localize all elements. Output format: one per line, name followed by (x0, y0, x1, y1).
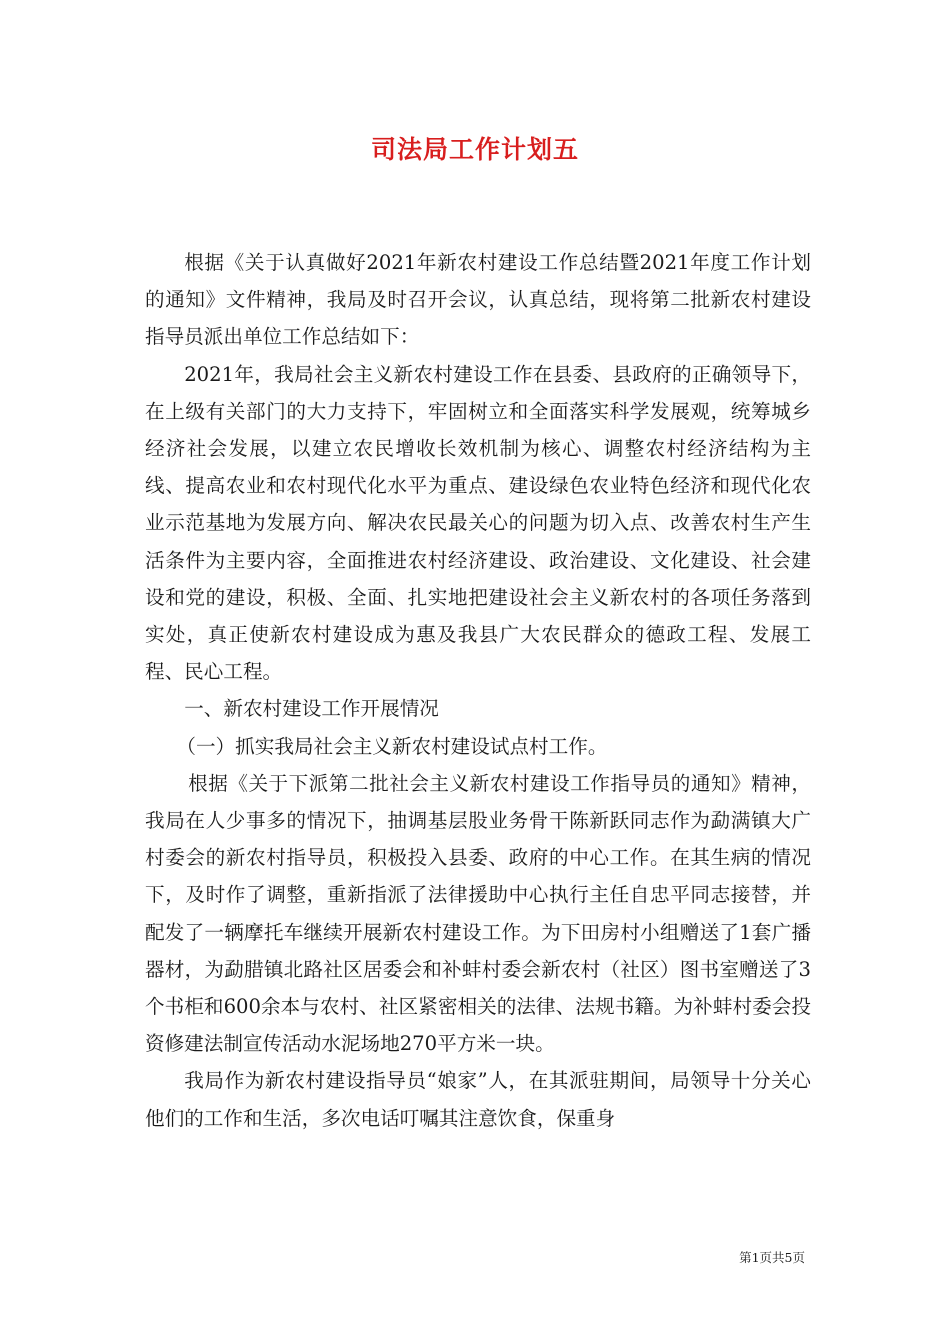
document-title: 司法局工作计划五 (370, 135, 579, 164)
body-paragraph: 我局作为新农村建设指导员“娘家”人，在其派驻期间，局领导十分关心他们的工作和生活，多次电话叮嘱其注意饮食，保重身 (145, 1069, 811, 1130)
document-body (145, 244, 811, 1137)
page-number: 第1页共5页 (739, 1250, 805, 1265)
body-paragraph: 根据《关于认真做好2021年新农村建设工作总结暨2021年度工作计划的通知》文件精神，我局及时召开会议，认真总结，现将第二批新农村建设指导员派出单位工作总结如下： (145, 251, 811, 349)
section-heading: 一、新农村建设工作开展情况 (184, 697, 439, 721)
subsection-heading: （一）抓实我局社会主义新农村建设试点村工作。 (176, 734, 608, 758)
body-paragraph: 根据《关于下派第二批社会主义新农村建设工作指导员的通知》精神，我局在人少事多的情况下，抽调基层股业务骨干陈新跃同志作为勐满镇大广村委会的新农村指导员，积极投入县委、政府的中心工作。在其生病的情况下，及时作了调整，重新指派了法律援助中心执行主任自忠平同志接替，并配发了一辆摩托车继续开展新农村建设工作。为下田房村小组赠送了1套广播器材，为勐腊镇北路社区居委会和补蚌村委会新农村（社区）图书室赠送了3个书柜和600余本与农村、社区紧密相关的法律、法规书籍。为补蚌村委会投资修建法制宣传活动水泥场地270平方米一块。 (145, 771, 811, 1056)
body-paragraph: 2021年，我局社会主义新农村建设工作在县委、县政府的正确领导下，在上级有关部门的大力支持下，牢固树立和全面落实科学发展观，统筹城乡经济社会发展，以建立农民增收长效机制为核心、调整农村经济结构为主线、提高农业和农村现代化水平为重点、建设绿色农业特色经济和现代化农业示范基地为发展方向、解决农民最关心的问题为切入点、改善农村生产生活条件为主要内容，全面推进农村经济建设、政治建设、文化建设、社会建设和党的建设，积极、全面、扎实地把建设社会主义新农村的各项任务落到实处，真正使新农村建设成为惠及我县广大农民群众的德政工程、发展工程、民心工程。 (145, 362, 811, 684)
